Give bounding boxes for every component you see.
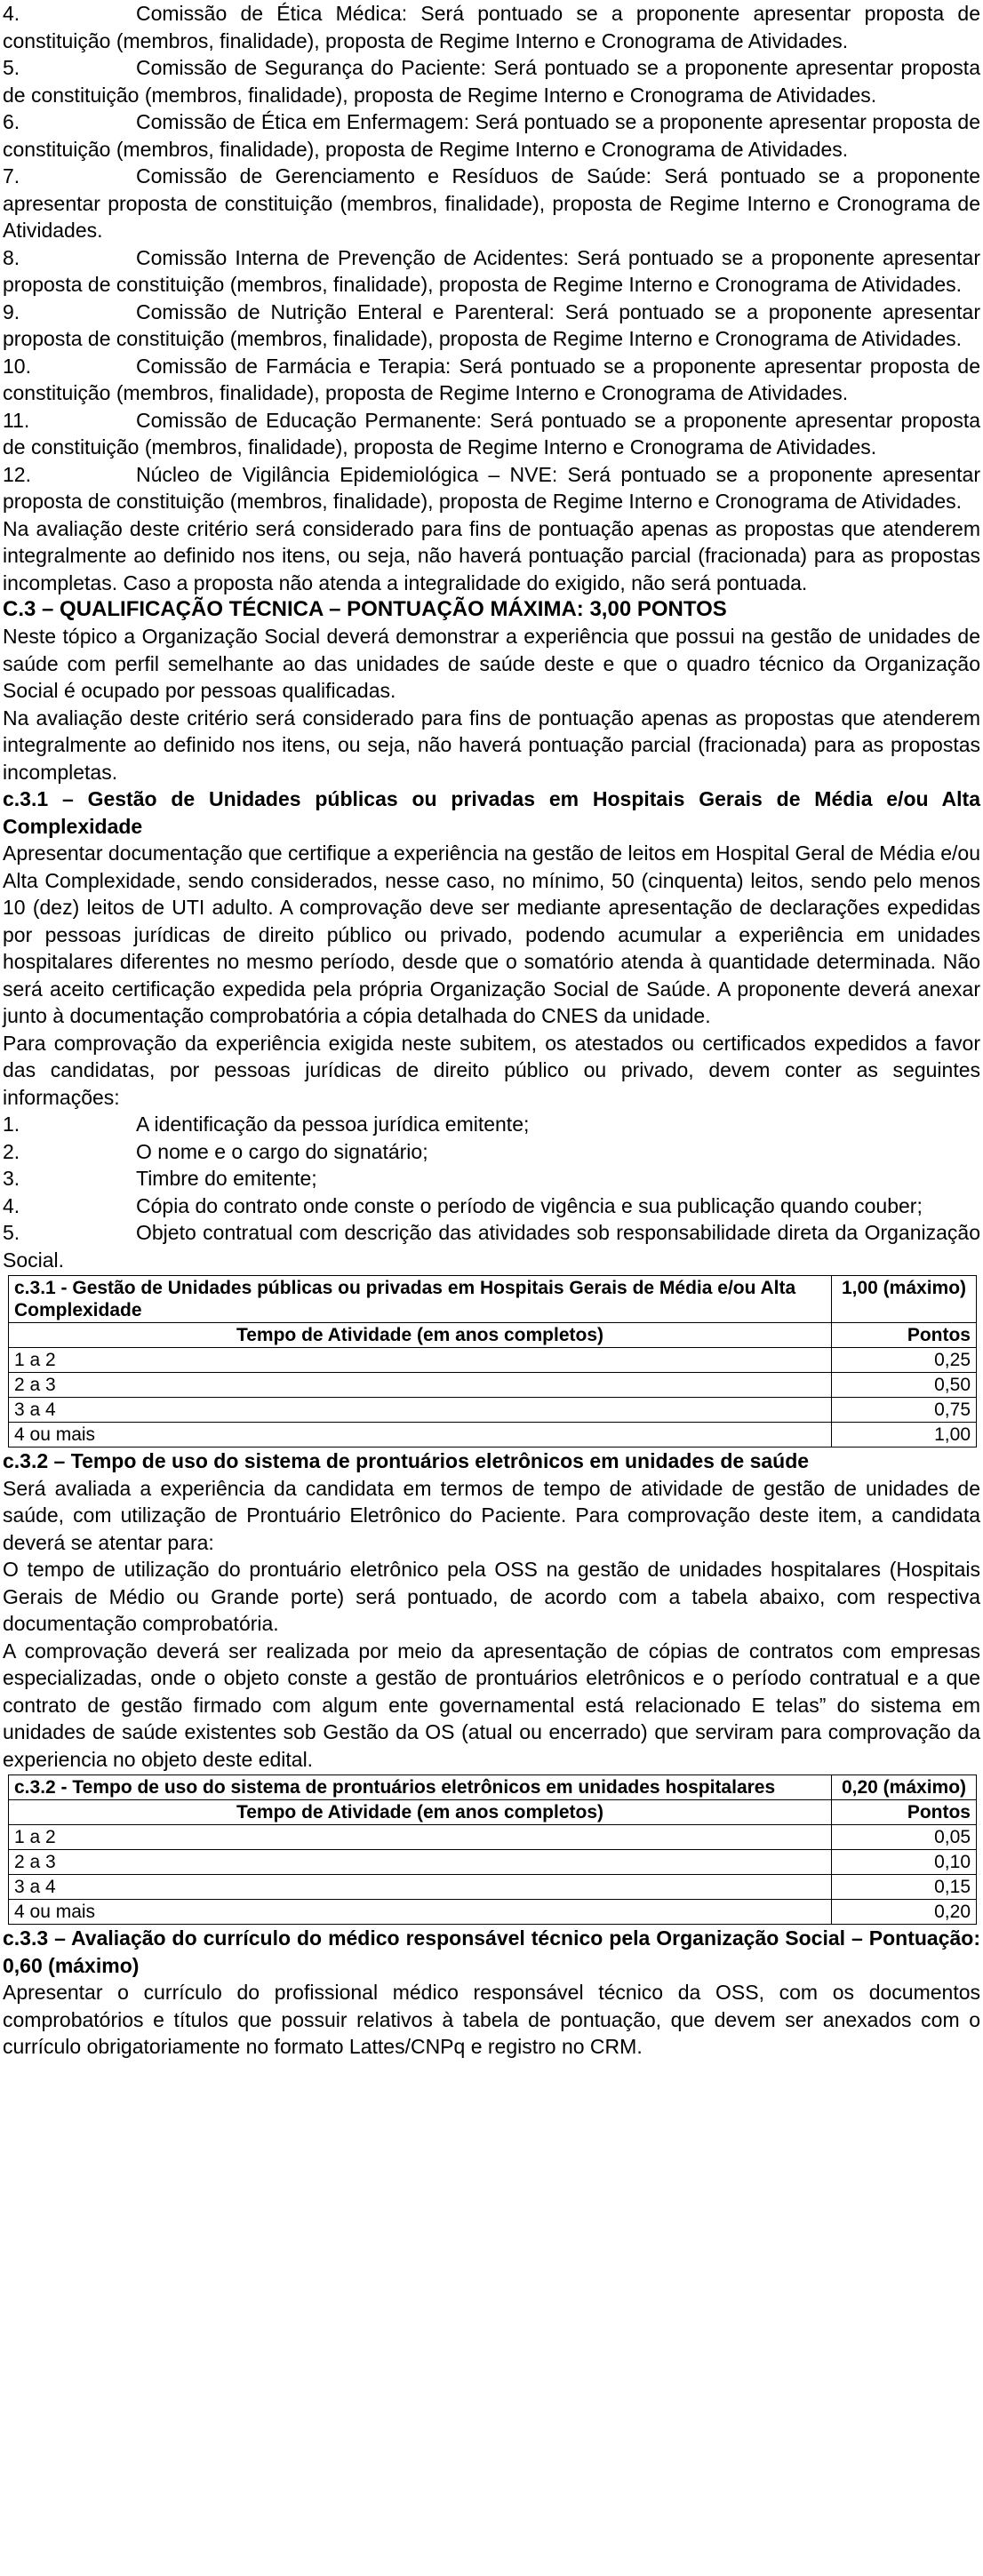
item-number: 2. <box>3 1139 20 1163</box>
table-row <box>9 1348 977 1373</box>
item-text: Núcleo de Vigilância Epidemiológica – NVE: Será pontuado se a proponente apresentar proposta de constituição (membros, finalidade), proposta de Regime Interno e Cronograma de Atividades. <box>3 462 980 513</box>
c31-score-table <box>8 1275 977 1448</box>
item-number: 7. <box>3 164 20 187</box>
item-text: Comissão de Ética em Enfermagem: Será pontuado se a proponente apresentar proposta de constituição (membros, finalidade), proposta de Regime Interno e Cronograma de Atividades. <box>3 110 980 161</box>
table-max-points: 0,20 (máximo) <box>832 1775 977 1800</box>
row-points: 0,15 <box>832 1875 977 1900</box>
item-number: 3. <box>3 1167 20 1190</box>
row-points: 0,05 <box>832 1825 977 1850</box>
table-row <box>9 1373 977 1398</box>
item-number: 12. <box>3 462 31 486</box>
section-c3-heading: C.3 – QUALIFICAÇÃO TÉCNICA – PONTUAÇÃO MÁXIMA: 3,00 PONTOS <box>3 597 727 621</box>
row-time: 4 ou mais <box>9 1423 832 1448</box>
table-column-header-row <box>9 1323 977 1348</box>
row-time: 3 a 4 <box>9 1875 832 1900</box>
row-time: 2 a 3 <box>9 1850 832 1875</box>
table-row <box>9 1423 977 1448</box>
item-text: Comissão de Nutrição Enteral e Parenteral: Será pontuado se a proponente apresentar proposta de constituição (membros, finalidade), proposta de Regime Interno e Cronograma de Atividades. <box>3 299 980 350</box>
committee-item <box>3 244 980 299</box>
document-page <box>3 0 980 2061</box>
table-row <box>9 1825 977 1850</box>
section-c31-heading: c.3.1 – Gestão de Unidades públicas ou privadas em Hospitais Gerais de Média e/ou Alta Complexidade <box>3 787 980 838</box>
item-number: 11. <box>3 408 30 432</box>
item-text: Comissão de Farmácia e Terapia: Será pontuado se a proponente apresentar proposta de constituição (membros, finalidade), proposta de Regime Interno e Cronograma de Atividades. <box>3 354 980 404</box>
item-number: 5. <box>3 1221 20 1244</box>
requirement-item <box>3 1192 980 1220</box>
item-number: 1. <box>3 1113 20 1136</box>
item-number: 6. <box>3 110 20 133</box>
requirement-item <box>3 1219 980 1273</box>
committee-item <box>3 461 980 515</box>
column-header-points: Pontos <box>832 1323 977 1348</box>
item-text: O nome e o cargo do signatário; <box>136 1139 428 1163</box>
section-c33-paragraph-1: Apresentar o currículo do profissional médico responsável técnico da OSS, com os documentos comprobatórios e títulos que possuir relativos à tabela de pontuação, que devem ser anexados com o currículo obrigatoriamente no formato Lattes/CNPq e registro no CRM. <box>3 1981 980 2058</box>
table-header-row <box>9 1775 977 1800</box>
row-time: 4 ou mais <box>9 1900 832 1925</box>
committee-item <box>3 407 980 461</box>
committee-item <box>3 54 980 108</box>
item-number: 5. <box>3 56 20 79</box>
committee-item <box>3 299 980 353</box>
row-time: 1 a 2 <box>9 1348 832 1373</box>
committee-item <box>3 163 980 244</box>
committee-item <box>3 353 980 407</box>
item-number: 4. <box>3 2 20 25</box>
item-number: 4. <box>3 1193 20 1217</box>
item-text: Comissão de Ética Médica: Será pontuado se a proponente apresentar proposta de constituição (membros, finalidade), proposta de Regime Interno e Cronograma de Atividades. <box>3 2 980 52</box>
row-points: 0,20 <box>832 1900 977 1925</box>
row-time: 2 a 3 <box>9 1373 832 1398</box>
table-row <box>9 1875 977 1900</box>
table-row <box>9 1900 977 1925</box>
table-row <box>9 1850 977 1875</box>
column-header-time: Tempo de Atividade (em anos completos) <box>9 1800 832 1825</box>
section-c33-heading: c.3.3 – Avaliação do currículo do médico responsável técnico pela Organização Social – Pontuação: 0,60 (máximo) <box>3 1926 980 1977</box>
item-number: 9. <box>3 299 20 323</box>
requirement-item <box>3 1165 980 1192</box>
section-c32-heading: c.3.2 – Tempo de uso do sistema de prontuários eletrônicos em unidades de saúde <box>3 1449 810 1472</box>
row-points: 0,75 <box>832 1398 977 1423</box>
row-time: 1 a 2 <box>9 1825 832 1850</box>
column-header-points: Pontos <box>832 1800 977 1825</box>
c31-requirements-list <box>3 1111 980 1273</box>
table-title: c.3.1 - Gestão de Unidades públicas ou privadas em Hospitais Gerais de Média e/ou Alta Complexidade <box>9 1276 832 1323</box>
table-header-row <box>9 1276 977 1323</box>
section-c32-paragraph-1: Será avaliada a experiência da candidata em termos de tempo de atividade de gestão de unidades de saúde, com utilização de Prontuário Eletrônico do Paciente. Para comprovação deste item, a candidata deverá se atentar para: <box>3 1476 980 1554</box>
section-c3-intro: Neste tópico a Organização Social deverá demonstrar a experiência que possui na gestão de unidades de saúde com perfil semelhante ao das unidades de saúde deste e que o quadro técnico da Organização Social é ocupado por pessoas qualificadas. <box>3 625 980 702</box>
row-points: 1,00 <box>832 1423 977 1448</box>
section-c31-paragraph-1: Apresentar documentação que certifique a experiência na gestão de leitos em Hospital Geral de Média e/ou Alta Complexidade, sendo considerados, nesse caso, no mínimo, 50 (cinquenta) leitos, sendo pelo menos 10 (dez) leitos de UTI adulto. A comprovação deve ser mediante apresentação de declarações expedidas por pessoas jurídicas de direito público ou privado, podendo acumular a experiência em unidades hospitalares diferentes no mesmo período, desde que o somatório atenda à quantidade determinada. Não será aceito certificação expedida pela própria Organização Social de Saúde. A proponente deverá anexar junto à documentação comprobatória a cópia detalhada do CNES da unidade. <box>3 841 980 1027</box>
committee-item <box>3 0 980 54</box>
row-points: 0,25 <box>832 1348 977 1373</box>
section-c31-paragraph-2: Para comprovação da experiência exigida neste subitem, os atestados ou certificados expedidos a favor das candidatas, por pessoas jurídicas de direito público ou privado, devem conter as seguintes informações: <box>3 1031 980 1109</box>
requirement-item <box>3 1138 980 1166</box>
table-row <box>9 1398 977 1423</box>
requirement-item <box>3 1111 980 1138</box>
row-time: 3 a 4 <box>9 1398 832 1423</box>
item-number: 10. <box>3 354 31 378</box>
item-text: Cópia do contrato onde conste o período de vigência e sua publicação quando couber; <box>136 1193 923 1217</box>
section-c32-paragraph-2: O tempo de utilização do prontuário eletrônico pela OSS na gestão de unidades hospitalares (Hospitais Gerais de Médio ou Grande porte) será pontuado, de acordo com a tabela abaixo, com respectiva documentação comprobatória. <box>3 1558 980 1635</box>
item-text: Comissão de Gerenciamento e Resíduos de Saúde: Será pontuado se a proponente apresentar proposta de constituição (membros, finalidade), proposta de Regime Interno e Cronograma de Atividades. <box>3 164 980 242</box>
row-points: 0,50 <box>832 1373 977 1398</box>
committee-list <box>3 0 980 515</box>
item-text: Comissão de Segurança do Paciente: Será pontuado se a proponente apresentar proposta de constituição (membros, finalidade), proposta de Regime Interno e Cronograma de Atividades. <box>3 56 980 107</box>
committees-note: Na avaliação deste critério será considerado para fins de pontuação apenas as propostas que atenderem integralmente ao definido nos itens, ou seja, não haverá pontuação parcial (fracionada) para as propostas incompletas. Caso a proposta não atenda a integralidade do exigido, não será pontuada. <box>3 516 980 594</box>
section-c3-note: Na avaliação deste critério será considerado para fins de pontuação apenas as propostas que atenderem integralmente ao definido nos itens, ou seja, não haverá pontuação parcial (fracionada) para as propostas incompletas. <box>3 706 980 784</box>
item-text: Timbre do emitente; <box>136 1167 317 1190</box>
item-number: 8. <box>3 245 20 269</box>
section-c32-paragraph-3: A comprovação deverá ser realizada por meio da apresentação de cópias de contratos com empresas especializadas, onde o objeto conste a gestão de prontuários eletrônicos e o período contratual e a que contrato de gestão firmado com algum ente governamental está relacionado E telas” do sistema em unidades de saúde existentes sob Gestão da OS (atual ou encerrado) que serviram para comprovação da experiencia no objeto deste edital. <box>3 1639 980 1771</box>
row-points: 0,10 <box>832 1850 977 1875</box>
table-title: c.3.2 - Tempo de uso do sistema de prontuários eletrônicos em unidades hospitalares <box>9 1775 832 1800</box>
item-text: Comissão de Educação Permanente: Será pontuado se a proponente apresentar proposta de constituição (membros, finalidade), proposta de Regime Interno e Cronograma de Atividades. <box>3 408 980 459</box>
item-text: Comissão Interna de Prevenção de Acidentes: Será pontuado se a proponente apresentar proposta de constituição (membros, finalidade), proposta de Regime Interno e Cronograma de Atividades. <box>3 245 980 296</box>
item-text: A identificação da pessoa jurídica emitente; <box>136 1113 530 1136</box>
committee-item <box>3 108 980 163</box>
c32-score-table <box>8 1774 977 1925</box>
table-max-points: 1,00 (máximo) <box>832 1276 977 1323</box>
table-column-header-row <box>9 1800 977 1825</box>
column-header-time: Tempo de Atividade (em anos completos) <box>9 1323 832 1348</box>
item-text: Objeto contratual com descrição das atividades sob responsabilidade direta da Organização Social. <box>3 1221 980 1272</box>
